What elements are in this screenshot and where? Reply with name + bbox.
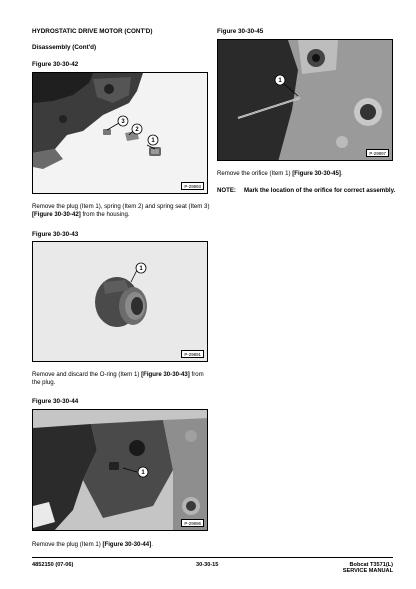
callout-3-text: 3 xyxy=(121,119,125,125)
figure-43-caption: Remove and discard the O-ring (Item 1) [Figure 30-30-43] from the plug. xyxy=(32,371,204,387)
footer-part-number: 4852150 (07-06) xyxy=(32,562,74,568)
note xyxy=(217,187,397,195)
figure-43-callouts xyxy=(33,242,208,362)
callout-1-text: 1 xyxy=(278,78,282,84)
footer-model: Bobcat T3571(L) xyxy=(349,562,393,568)
figure-44-caption: Remove the plug (Item 1) [Figure 30-30-44]. xyxy=(32,541,153,548)
note-text: Mark the location of the orifice for correct assembly. xyxy=(244,187,396,194)
figure-45-caption: Remove the orifice (Item 1) [Figure 30-30-45]. xyxy=(217,170,343,177)
figure-30-30-44 xyxy=(32,409,208,531)
footer-rule xyxy=(32,557,393,558)
photo-code: P-29897 xyxy=(366,149,389,157)
section-heading: HYDROSTATIC DRIVE MOTOR (CONT'D) xyxy=(32,28,153,35)
note-prefix: NOTE: xyxy=(217,187,236,194)
figure-30-30-44-label: Figure 30-30-44 xyxy=(32,398,79,405)
callout-1-text: 1 xyxy=(151,138,155,144)
figure-reference: [Figure 30-30-45] xyxy=(292,170,341,177)
figure-42-caption: Remove the plug (Item 1), spring (Item 2) and spring seat (Item 3) [Figure 30-30-42] from the housing. xyxy=(32,203,210,219)
footer-service-manual: SERVICE MANUAL xyxy=(342,568,393,574)
figure-42-callouts xyxy=(33,73,208,194)
figure-30-30-43-label: Figure 30-30-43 xyxy=(32,231,79,238)
figure-30-30-42 xyxy=(32,72,208,194)
callout-1-text: 1 xyxy=(139,266,143,272)
figure-30-30-45-label: Figure 30-30-45 xyxy=(217,28,264,35)
callout-1-text: 1 xyxy=(141,470,145,476)
footer-manual-title xyxy=(343,562,393,574)
photo-code: P-29896 xyxy=(181,519,204,527)
figure-reference: [Figure 30-30-44] xyxy=(102,541,152,548)
figure-30-30-45 xyxy=(217,39,393,161)
photo-code: P-29891 xyxy=(181,350,204,358)
figure-44-callouts xyxy=(33,410,208,531)
photo-code: P-29893 xyxy=(181,182,204,190)
subheading: Disassembly (Cont'd) xyxy=(32,44,97,51)
figure-45-callouts xyxy=(218,40,393,161)
figure-30-30-43 xyxy=(32,241,208,362)
figure-30-30-42-label: Figure 30-30-42 xyxy=(32,61,79,68)
footer-page-number: 30-30-15 xyxy=(196,562,219,568)
callout-2-text: 2 xyxy=(135,127,139,133)
figure-reference: [Figure 30-30-42] xyxy=(32,211,81,219)
figure-reference: [Figure 30-30-43] xyxy=(141,371,190,378)
